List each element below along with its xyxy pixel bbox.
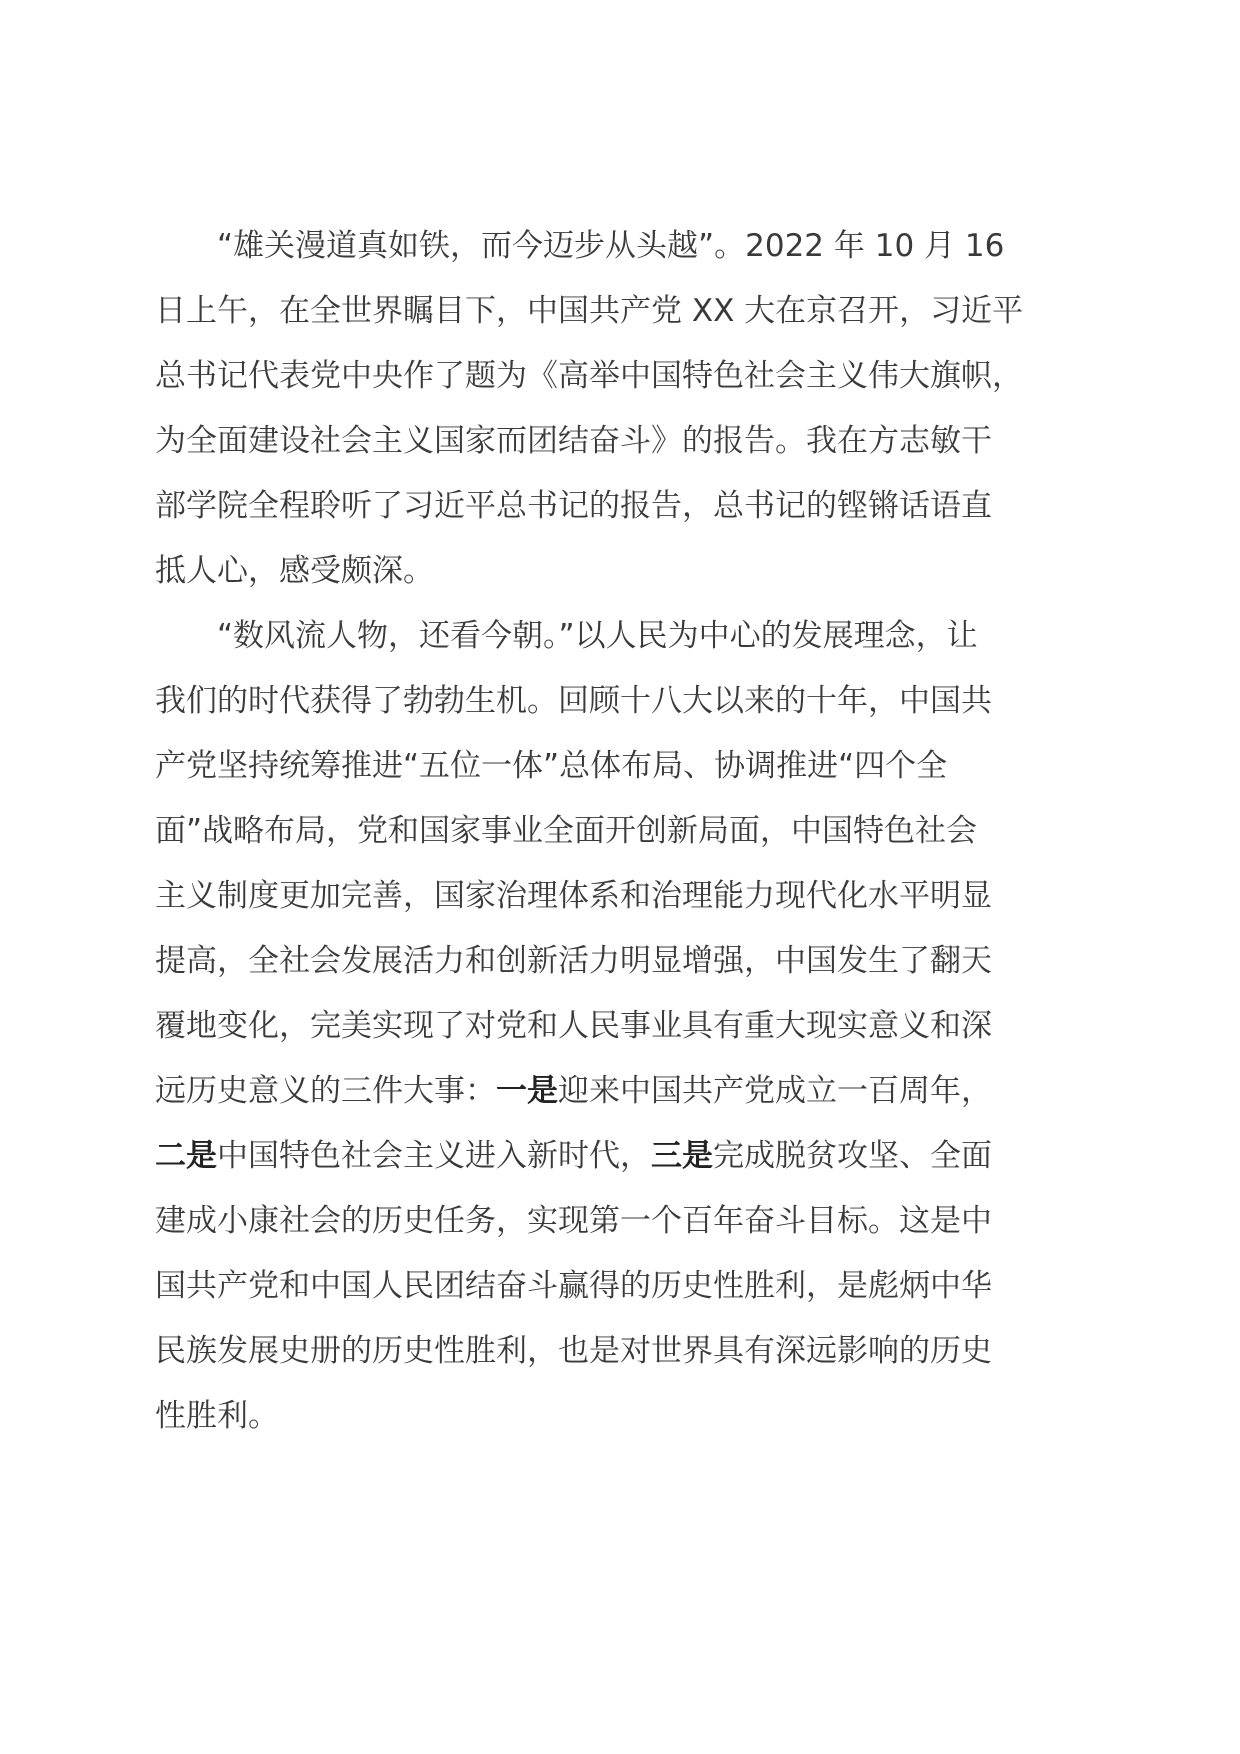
text-segment: 国共产党和中国人民团结奋斗赢得的历史性胜利，是彪炳中华 xyxy=(155,1268,992,1304)
emphasis-text: 三是 xyxy=(651,1138,713,1174)
text-line xyxy=(155,214,1095,279)
text-segment: 民族发展史册的历史性胜利，也是对世界具有深远影响的历史 xyxy=(155,1333,992,1369)
text-segment: 为全面建设社会主义国家而团结奋斗》的报告。我在方志敏干 xyxy=(155,423,992,459)
text-line xyxy=(155,604,1095,669)
document-body xyxy=(155,214,1095,1449)
text-segment: 远历史意义的三件大事： xyxy=(155,1073,496,1109)
text-segment: 总书记代表党中央作了题为《高举中国特色社会主义伟大旗帜， xyxy=(155,358,1023,394)
text-segment: “数风流人物，还看今朝。”以人民为中心的发展理念，让 xyxy=(217,618,978,654)
text-line xyxy=(155,994,1095,1059)
text-line xyxy=(155,799,1095,864)
text-line xyxy=(155,1124,1095,1189)
paragraph xyxy=(155,214,1095,604)
text-segment: 部学院全程聆听了习近平总书记的报告，总书记的铿锵话语直 xyxy=(155,488,992,524)
text-segment: 提高，全社会发展活力和创新活力明显增强，中国发生了翻天 xyxy=(155,943,992,979)
text-segment: 建成小康社会的历史任务，实现第一个百年奋斗目标。这是中 xyxy=(155,1203,992,1239)
text-segment: 面”战略布局，党和国家事业全面开创新局面，中国特色社会 xyxy=(155,813,978,849)
text-line xyxy=(155,864,1095,929)
text-segment: 日上午，在全世界瞩目下，中国共产党 XX 大在京召开，习近平 xyxy=(155,293,1024,329)
text-segment: 完成脱贫攻坚、全面 xyxy=(713,1138,992,1174)
text-line xyxy=(155,1319,1095,1384)
text-segment: 产党坚持统筹推进“五位一体”总体布局、协调推进“四个全 xyxy=(155,748,948,784)
text-segment: 抵人心，感受颇深。 xyxy=(155,553,434,589)
text-line xyxy=(155,344,1095,409)
text-segment: 性胜利。 xyxy=(155,1398,279,1434)
emphasis-text: 一是 xyxy=(496,1073,558,1109)
emphasis-text: 二是 xyxy=(155,1138,217,1174)
text-line xyxy=(155,1384,1095,1449)
text-line xyxy=(155,409,1095,474)
paragraph xyxy=(155,604,1095,1449)
text-line xyxy=(155,474,1095,539)
text-segment: 主义制度更加完善，国家治理体系和治理能力现代化水平明显 xyxy=(155,878,992,914)
text-segment: 覆地变化，完美实现了对党和人民事业具有重大现实意义和深 xyxy=(155,1008,992,1044)
text-line xyxy=(155,929,1095,994)
text-segment: 我们的时代获得了勃勃生机。回顾十八大以来的十年，中国共 xyxy=(155,683,992,719)
text-line xyxy=(155,1254,1095,1319)
text-line xyxy=(155,1189,1095,1254)
text-segment: “雄关漫道真如铁，而今迈步从头越”。2022 年 10 月 16 xyxy=(217,228,1005,264)
text-segment: 中国特色社会主义进入新时代， xyxy=(217,1138,651,1174)
text-line xyxy=(155,1059,1095,1124)
text-line xyxy=(155,734,1095,799)
text-line xyxy=(155,669,1095,734)
text-line xyxy=(155,539,1095,604)
text-segment: 迎来中国共产党成立一百周年， xyxy=(558,1073,992,1109)
text-line xyxy=(155,279,1095,344)
